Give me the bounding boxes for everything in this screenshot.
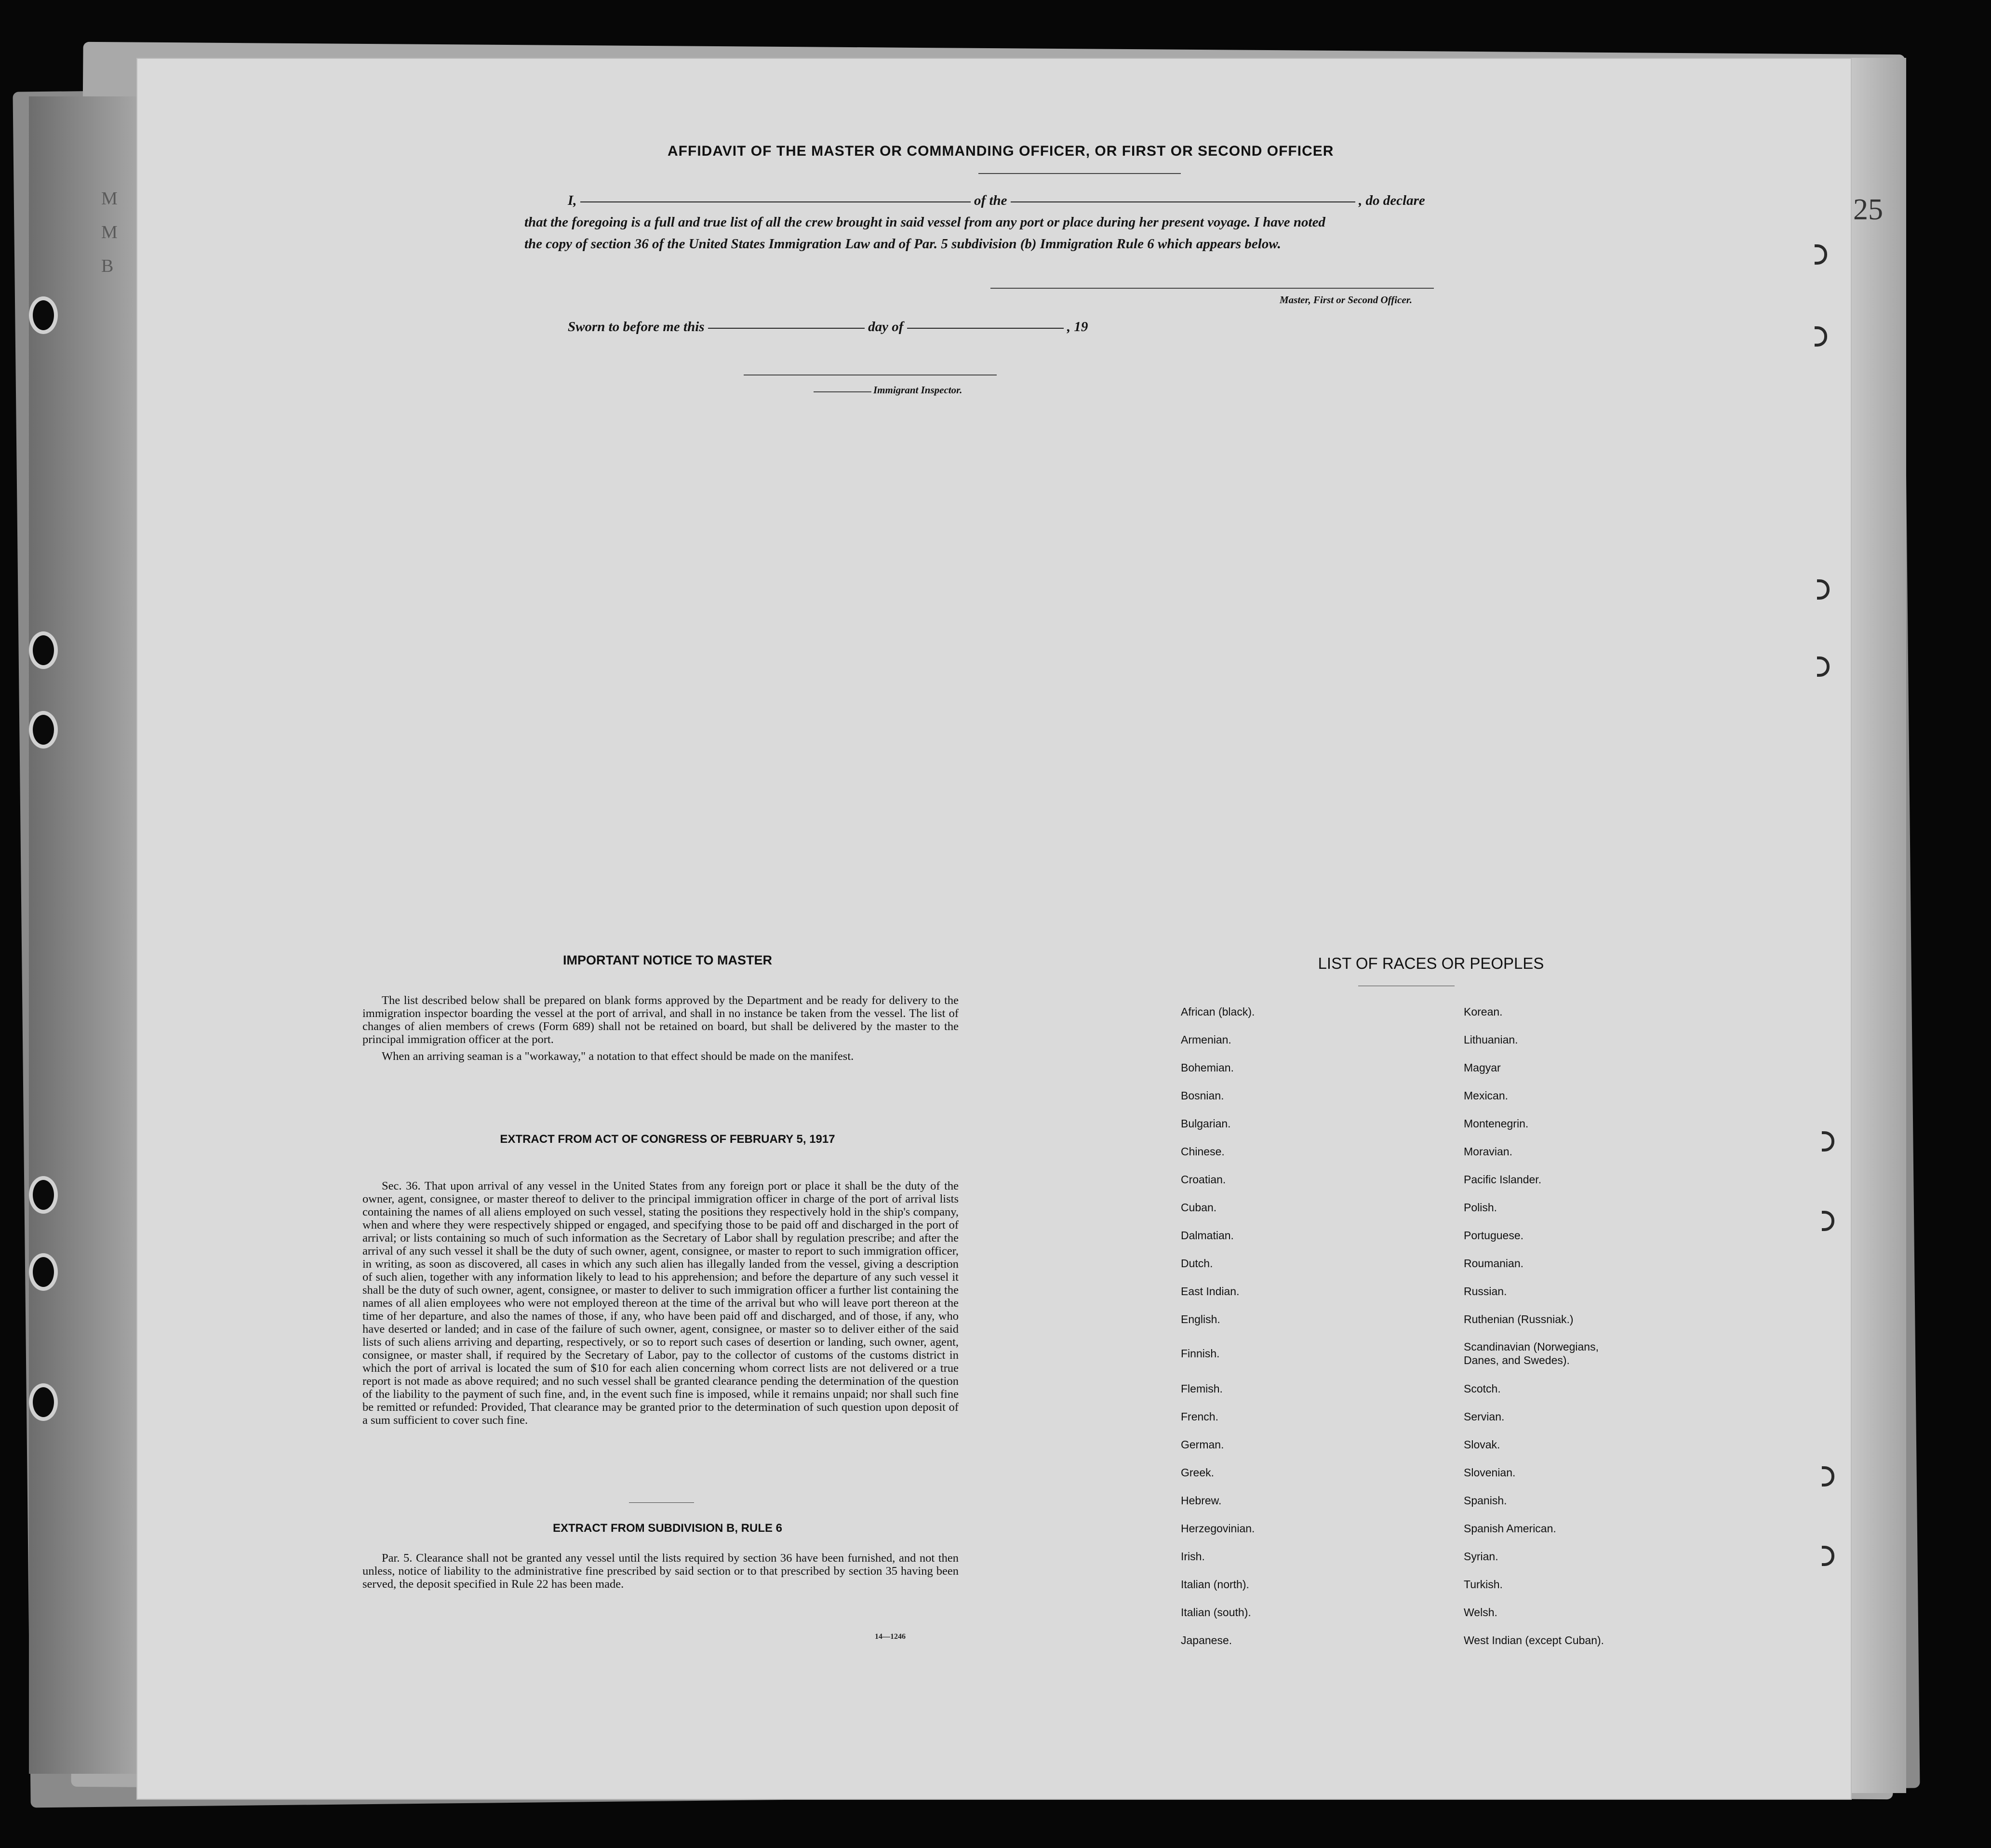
punch-hole-right bbox=[1822, 1211, 1834, 1231]
race-item: Mexican. bbox=[1464, 1089, 1509, 1102]
inspector-short-rule bbox=[814, 391, 871, 392]
extract-act-text bbox=[362, 1179, 959, 1427]
race-item: Chinese. bbox=[1181, 1145, 1225, 1158]
sworn-month-blank[interactable] bbox=[907, 327, 1064, 329]
race-item: Dalmatian. bbox=[1181, 1229, 1234, 1242]
race-item: German. bbox=[1181, 1438, 1224, 1451]
affidavit-title: AFFIDAVIT OF THE MASTER OR COMMANDING OFFICER, OR FIRST OR SECOND OFFICER bbox=[668, 143, 1334, 159]
race-item: Greek. bbox=[1181, 1466, 1215, 1479]
punch-hole-left bbox=[29, 1176, 58, 1214]
notice-text bbox=[362, 994, 959, 1063]
manifest-sheet bbox=[136, 58, 1852, 1800]
affidavit-line-1: I, of the , do declare bbox=[568, 193, 1425, 208]
punch-hole-right bbox=[1815, 244, 1827, 265]
notice-para-1: The list described below shall be prepared on blank forms approved by the Department and be ready for delivery to the immigration inspector boarding the vessel at the port of arrival, and shall in no instance be taken from the vessel. The list of changes of alien members of crews (Form 689) shall not be retained on board, but shall be delivered by the master to the principal immigration officer at the port. bbox=[362, 994, 959, 1046]
form-code: 14—1246 bbox=[875, 1633, 906, 1641]
race-item: Dutch. bbox=[1181, 1257, 1213, 1270]
affidavit-line-2: that the foregoing is a full and true list of all the crew brought in said vessel from any port or place during her present voyage. I have noted bbox=[524, 214, 1325, 230]
punch-hole-left bbox=[29, 1253, 58, 1291]
race-item: Pacific Islander. bbox=[1464, 1173, 1542, 1186]
left-binding-strip: M M B bbox=[29, 96, 140, 1774]
race-item: Korean. bbox=[1464, 1005, 1503, 1018]
race-item: African (black). bbox=[1181, 1005, 1255, 1018]
sworn-line: Sworn to before me this day of , 19 bbox=[568, 319, 1088, 335]
race-item: Irish. bbox=[1181, 1550, 1205, 1563]
punch-hole-right bbox=[1815, 326, 1827, 347]
race-item: Spanish. bbox=[1464, 1494, 1507, 1507]
race-item: Italian (south). bbox=[1181, 1606, 1251, 1619]
race-item: Moravian. bbox=[1464, 1145, 1512, 1158]
race-item: Flemish. bbox=[1181, 1382, 1223, 1395]
race-item: Herzegovinian. bbox=[1181, 1522, 1255, 1535]
race-item: Bohemian. bbox=[1181, 1061, 1234, 1074]
right-page-edge bbox=[1848, 58, 1906, 1793]
sworn-day-blank[interactable] bbox=[708, 327, 865, 329]
punch-hole-right bbox=[1822, 1546, 1834, 1566]
race-item: Bulgarian. bbox=[1181, 1117, 1231, 1130]
race-item: Magyar bbox=[1464, 1061, 1501, 1074]
race-item: Hebrew. bbox=[1181, 1494, 1222, 1507]
race-item: Cuban. bbox=[1181, 1201, 1217, 1214]
race-item: Russian. bbox=[1464, 1285, 1507, 1298]
par-5-text: Par. 5. Clearance shall not be granted any vessel until the lists required by section 36 have been furnished, and not then unless, notice of liability to the administrative fine prescribed by said section or to that prescribed by section 35 having been served, the deposit specified in Rule 22 has been made. bbox=[362, 1552, 959, 1591]
race-item: Scandinavian (Norwegians, Danes, and Swedes). bbox=[1464, 1340, 1599, 1366]
race-item: Finnish. bbox=[1181, 1347, 1220, 1360]
punch-hole-right bbox=[1817, 579, 1830, 600]
punch-hole-right bbox=[1817, 656, 1830, 677]
notice-para-2: When an arriving seaman is a "workaway," a notation to that effect should be made on the manifest. bbox=[382, 1050, 854, 1063]
inspector-caption: Immigrant Inspector. bbox=[873, 384, 962, 396]
race-item: Armenian. bbox=[1181, 1033, 1231, 1046]
race-item: Turkish. bbox=[1464, 1578, 1503, 1591]
punch-hole-left bbox=[29, 296, 58, 334]
race-item: Servian. bbox=[1464, 1410, 1505, 1423]
extract-rule-heading: EXTRACT FROM SUBDIVISION B, RULE 6 bbox=[552, 1522, 783, 1535]
race-item: West Indian (except Cuban). bbox=[1464, 1634, 1604, 1647]
race-item: Croatian. bbox=[1181, 1173, 1226, 1186]
race-item: Portuguese. bbox=[1464, 1229, 1524, 1242]
race-item: East Indian. bbox=[1181, 1285, 1240, 1298]
punch-hole-right bbox=[1822, 1466, 1834, 1486]
vessel-blank[interactable] bbox=[1011, 201, 1355, 202]
race-item: Welsh. bbox=[1464, 1606, 1497, 1619]
punch-hole-left bbox=[29, 711, 58, 749]
race-item: Polish. bbox=[1464, 1201, 1497, 1214]
master-caption: Master, First or Second Officer. bbox=[1280, 294, 1412, 306]
punch-hole-left bbox=[29, 1383, 58, 1421]
extract-act-heading: EXTRACT FROM ACT OF CONGRESS OF FEBRUARY 5, 1917 bbox=[500, 1133, 835, 1146]
punch-hole-right bbox=[1822, 1131, 1834, 1152]
race-item: Lithuanian. bbox=[1464, 1033, 1518, 1046]
race-item: Bosnian. bbox=[1181, 1089, 1224, 1102]
race-item: Italian (north). bbox=[1181, 1578, 1249, 1591]
section-36-text: Sec. 36. That upon arrival of any vessel in the United States from any foreign port or place it shall be the duty of the owner, agent, consignee, or master thereof to deliver to the principal immigration officer in charge of the port of arrival lists containing the names of all aliens employed on such vessel, stating the positions they respectively hold in the ship's company, when and where they were respectively shipped or engaged, and specifying those to be paid off and discharged in the port of arrival; or lists containing so much of such information as the Secretary of Labor shall by regulation prescribe; and after the arrival of any such vessel it shall be the duty of such owner, agent, consignee, or master to report to such immigration officer, in writing, as soon as discovered, all cases in which any such alien has illegally landed from the vessel, giving a description of such alien, together with any information likely to lead to his apprehension; and before the departure of any such vessel it shall be the duty of such owner, agent, consignee, or master to deliver to such immigration officer a further list containing the names of all alien employees who were not employed thereon at the time of the arrival but who will leave port thereon at the time of her departure, and also the names of those, if any, who have been paid off and discharged, and of those, if any, who have deserted or landed; and in case of the failure of such owner, agent, consignee, or master so to deliver either of the said lists of such aliens arriving and departing, respectively, or so to report such cases of desertion or landing, such owner, agent, consignee, or master shall, if required by the Secretary of Labor, pay to the collector of customs of the customs district in which the port of arrival is located the sum of $10 for each alien concerning whom correct lists are not delivered or a true report is not made as above required; and no such vessel shall be granted clearance pending the determination of the question of the liability to the payment of such fine, and, in the event such fine is imposed, while it remains unpaid; nor shall such fine be remitted or refunded: Provided, That clearance may be granted prior to the determination of such question upon deposit of a sum sufficient to cover such fine. bbox=[362, 1179, 959, 1427]
punch-hole-left bbox=[29, 631, 58, 669]
notice-heading: IMPORTANT NOTICE TO MASTER bbox=[563, 953, 772, 967]
name-blank[interactable] bbox=[580, 201, 971, 202]
races-heading: LIST OF RACES OR PEOPLES bbox=[1318, 954, 1544, 972]
race-item: Spanish American. bbox=[1464, 1522, 1556, 1535]
race-item: Slovak. bbox=[1464, 1438, 1500, 1451]
master-signature-line[interactable] bbox=[990, 288, 1434, 289]
race-item: Slovenian. bbox=[1464, 1466, 1516, 1479]
race-item: Syrian. bbox=[1464, 1550, 1498, 1563]
race-item: Roumanian. bbox=[1464, 1257, 1524, 1270]
race-item: English. bbox=[1181, 1313, 1220, 1326]
page-number: 25 bbox=[1853, 193, 1883, 226]
race-item: Montenegrin. bbox=[1464, 1117, 1529, 1130]
race-item: Scotch. bbox=[1464, 1382, 1501, 1395]
race-item: Ruthenian (Russniak.) bbox=[1464, 1313, 1574, 1326]
race-item: French. bbox=[1181, 1410, 1218, 1423]
title-rule bbox=[978, 173, 1181, 174]
section-rule bbox=[629, 1502, 694, 1503]
extract-rule-text bbox=[362, 1552, 959, 1591]
affidavit-line-3: the copy of section 36 of the United States Immigration Law and of Par. 5 subdivision (b) Immigration Rule 6 which appears below. bbox=[524, 236, 1281, 252]
race-item: Japanese. bbox=[1181, 1634, 1232, 1647]
